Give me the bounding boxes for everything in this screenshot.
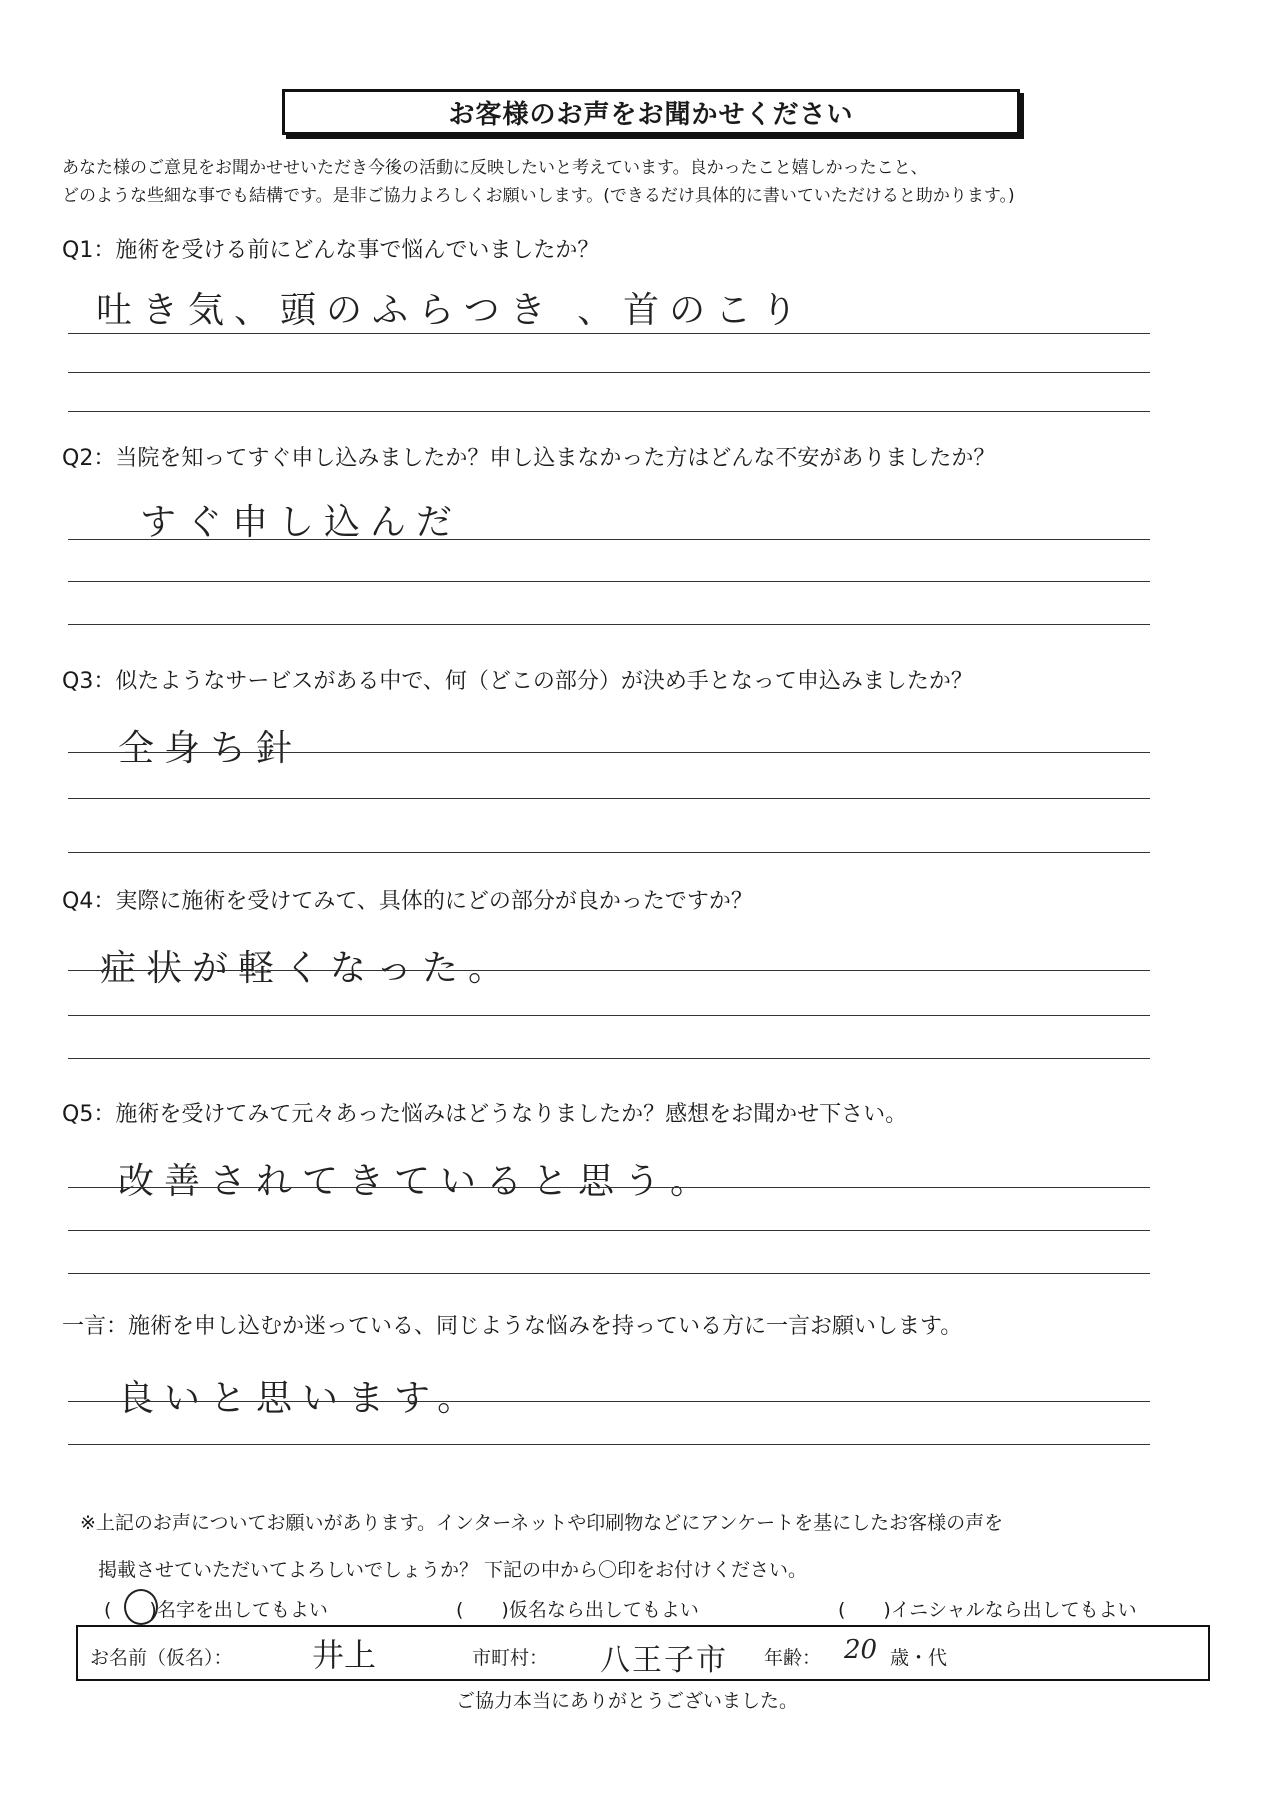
answer-line	[68, 624, 1150, 625]
question-1-label: Q1：施術を受ける前にどんな事で悩んでいましたか？	[62, 238, 600, 263]
answer-line	[68, 581, 1150, 582]
intro-line: どのような些細な事でも結構です。是非ご協力よろしくお願いします。(できるだけ具体的に書いていただけると助かります。)	[62, 186, 1015, 206]
answer-line	[68, 372, 1150, 373]
notice-line: ※上記のお声についてお願いがあります。インターネットや印刷物などにアンケートを基にしたお客様の声を	[80, 1512, 1004, 1534]
age-suffix: 歳・代	[890, 1647, 948, 1669]
question-5-answer: 改善されてきていると思う。	[118, 1161, 717, 1202]
answer-line	[68, 333, 1150, 334]
question-1-answer: 吐き気、頭のふらつき 、首のこり	[96, 290, 808, 331]
answer-line	[68, 970, 1150, 971]
city-value: 八王子市	[600, 1643, 728, 1678]
question-5-label: Q5：施術を受けてみて元々あった悩みはどうなりましたか？感想をお聞かせ下さい。	[62, 1102, 908, 1127]
comment-answer: 良いと思います。	[118, 1378, 484, 1419]
option-initials[interactable]: ( )イニシャルなら出してもよい	[838, 1599, 1137, 1621]
answer-line	[68, 798, 1150, 799]
question-4-answer: 症状が軽くなった。	[100, 948, 515, 989]
answer-line	[68, 1187, 1150, 1188]
answer-line	[68, 1230, 1150, 1231]
question-2-answer: すぐ申し込んだ	[140, 502, 463, 543]
answer-line	[68, 1015, 1150, 1016]
answer-line	[68, 752, 1150, 753]
thanks-text: ご協力本当にありがとうございました。	[456, 1690, 799, 1712]
age-label: 年齢：	[764, 1647, 822, 1669]
question-3-answer: 全身ち針	[118, 728, 303, 769]
page-title: お客様のお声をお聞かせください	[282, 89, 1020, 135]
name-label: お名前（仮名）：	[90, 1647, 233, 1669]
comment-label: 一言：施術を申し込むか迷っている、同じような悩みを持っている方に一言お願いします。	[62, 1314, 963, 1339]
age-value: 20	[844, 1635, 878, 1665]
answer-line	[68, 539, 1150, 540]
answer-line	[68, 1058, 1150, 1059]
intro-line: あなた様のご意見をお聞かせせいただき今後の活動に反映したいと考えています。良かったこと嬉しかったこと、	[62, 158, 928, 178]
notice-line: 掲載させていただいてよろしいでしょうか？ 下記の中から〇印をお付けください。	[98, 1559, 808, 1581]
option-surname[interactable]: ( )名字を出してもよい	[104, 1599, 328, 1621]
answer-line	[68, 852, 1150, 853]
city-label: 市町村：	[472, 1647, 549, 1669]
answer-line	[68, 1444, 1150, 1445]
question-3-label: Q3：似たようなサービスがある中で、何（どこの部分）が決め手となって申込みましたか？	[62, 669, 973, 694]
option-pseudonym[interactable]: ( )仮名なら出してもよい	[456, 1599, 699, 1621]
answer-line	[68, 1273, 1150, 1274]
question-4-label: Q4：実際に施術を受けてみて、具体的にどの部分が良かったですか？	[62, 889, 753, 914]
question-2-label: Q2：当院を知ってすぐ申し込みましたか？申し込まなかった方はどんな不安がありましたか？	[62, 446, 996, 471]
name-value: 井上	[312, 1636, 377, 1674]
answer-line	[68, 1401, 1150, 1402]
answer-line	[68, 411, 1150, 412]
intro-text	[62, 154, 1015, 210]
